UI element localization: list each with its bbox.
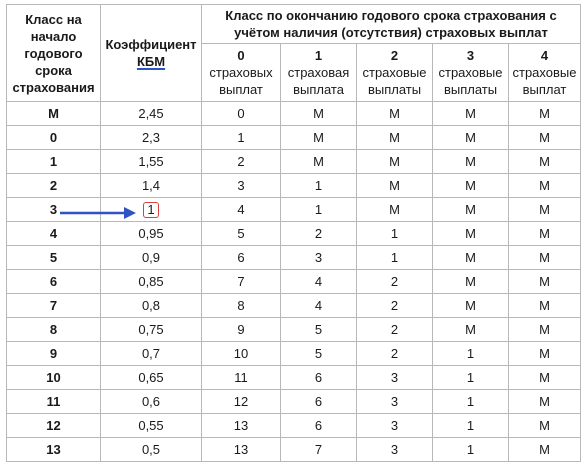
cell-next-class-4: М — [509, 342, 581, 366]
cell-next-class-1: М — [281, 102, 357, 126]
cell-next-class-4: М — [509, 246, 581, 270]
header-sub-label: страховые — [512, 65, 577, 80]
header-sub-label: выплат — [522, 82, 567, 97]
cell-class: 9 — [7, 342, 101, 366]
cell-class: 13 — [7, 438, 101, 462]
cell-next-class-0: 13 — [202, 414, 281, 438]
header-sub-2 — [357, 44, 433, 102]
cell-next-class-0: 12 — [202, 390, 281, 414]
cell-next-class-3: М — [433, 126, 509, 150]
cell-next-class-2: 1 — [357, 246, 433, 270]
cell-next-class-4: М — [509, 390, 581, 414]
header-sub-0 — [202, 44, 281, 102]
cell-next-class-3: 1 — [433, 438, 509, 462]
cell-next-class-2: М — [357, 102, 433, 126]
header-class-start-line: годового — [24, 45, 83, 61]
table-row — [7, 318, 581, 342]
cell-next-class-3: 1 — [433, 414, 509, 438]
cell-next-class-0: 7 — [202, 270, 281, 294]
table-row — [7, 390, 581, 414]
cell-next-class-1: 1 — [281, 174, 357, 198]
cell-next-class-0: 11 — [202, 366, 281, 390]
cell-class: 1 — [7, 150, 101, 174]
cell-next-class-0: 1 — [202, 126, 281, 150]
cell-next-class-0: 10 — [202, 342, 281, 366]
header-sub-label: выплата — [293, 82, 344, 97]
cell-class: 3 — [7, 198, 101, 222]
header-group-title: Класс по окончанию годового срока страхования с учётом наличия (отсутствия) страховых выплат — [202, 5, 581, 44]
header-class-start-line: страхования — [12, 79, 95, 95]
cell-next-class-3: М — [433, 150, 509, 174]
cell-next-class-4: М — [509, 438, 581, 462]
header-sub-1 — [281, 44, 357, 102]
cell-next-class-0: 6 — [202, 246, 281, 270]
cell-next-class-4: М — [509, 174, 581, 198]
cell-next-class-1: 6 — [281, 390, 357, 414]
cell-class: 8 — [7, 318, 101, 342]
cell-next-class-2: 2 — [357, 318, 433, 342]
cell-next-class-1: М — [281, 150, 357, 174]
header-sub-label: страховые — [438, 65, 503, 80]
cell-next-class-4: М — [509, 102, 581, 126]
cell-next-class-0: 0 — [202, 102, 281, 126]
table-row — [7, 342, 581, 366]
table-row — [7, 174, 581, 198]
cell-class: 12 — [7, 414, 101, 438]
table-row — [7, 414, 581, 438]
cell-next-class-2: 3 — [357, 366, 433, 390]
cell-class: 7 — [7, 294, 101, 318]
header-sub-num: 3 — [466, 48, 475, 63]
cell-next-class-3: 1 — [433, 366, 509, 390]
cell-next-class-1: 3 — [281, 246, 357, 270]
cell-next-class-4: М — [509, 366, 581, 390]
cell-coefficient: 0,65 — [101, 366, 202, 390]
cell-next-class-3: М — [433, 270, 509, 294]
cell-next-class-3: М — [433, 294, 509, 318]
cell-next-class-4: М — [509, 222, 581, 246]
cell-next-class-3: М — [433, 222, 509, 246]
cell-next-class-2: 3 — [357, 414, 433, 438]
header-class-start-line: Класс на — [25, 11, 82, 27]
cell-next-class-4: М — [509, 318, 581, 342]
cell-next-class-1: 2 — [281, 222, 357, 246]
cell-next-class-0: 13 — [202, 438, 281, 462]
header-sub-4 — [509, 44, 581, 102]
table-row — [7, 222, 581, 246]
cell-coefficient: 0,75 — [101, 318, 202, 342]
cell-next-class-1: М — [281, 126, 357, 150]
cell-next-class-2: 3 — [357, 390, 433, 414]
cell-next-class-2: 3 — [357, 438, 433, 462]
pointer-arrow-icon — [58, 206, 138, 220]
header-sub-label: страховых — [209, 65, 273, 80]
cell-next-class-4: М — [509, 126, 581, 150]
cell-next-class-1: 5 — [281, 342, 357, 366]
pointer-arrow-head — [124, 207, 136, 219]
cell-next-class-0: 9 — [202, 318, 281, 342]
cell-coefficient: 2,45 — [101, 102, 202, 126]
cell-class: 11 — [7, 390, 101, 414]
cell-next-class-2: М — [357, 150, 433, 174]
cell-coefficient: 0,5 — [101, 438, 202, 462]
header-sub-num: 0 — [237, 48, 245, 63]
cell-next-class-3: М — [433, 198, 509, 222]
header-class-start-line: срока — [35, 62, 72, 78]
header-sub-label: выплаты — [443, 82, 498, 97]
cell-next-class-2: 1 — [357, 222, 433, 246]
cell-next-class-2: 2 — [357, 270, 433, 294]
table-row — [7, 438, 581, 462]
cell-coefficient: 0,6 — [101, 390, 202, 414]
header-sub-3 — [433, 44, 509, 102]
coefficient-highlight-box: 1 — [143, 202, 158, 218]
cell-next-class-0: 8 — [202, 294, 281, 318]
cell-next-class-0: 3 — [202, 174, 281, 198]
cell-coefficient: 1,55 — [101, 150, 202, 174]
cell-next-class-3: М — [433, 102, 509, 126]
table-row — [7, 366, 581, 390]
table-row — [7, 150, 581, 174]
header-kbm-abbr: КБМ — [136, 54, 166, 69]
cell-next-class-4: М — [509, 270, 581, 294]
cell-coefficient: 0,85 — [101, 270, 202, 294]
cell-next-class-0: 2 — [202, 150, 281, 174]
cell-next-class-4: М — [509, 198, 581, 222]
table-row — [7, 102, 581, 126]
cell-next-class-1: 6 — [281, 366, 357, 390]
header-coefficient-label: Коэффициент — [105, 37, 197, 52]
header-class-start-line: начало — [30, 28, 77, 44]
header-class-start — [7, 5, 101, 102]
header-sub-label: страховые — [362, 65, 427, 80]
cell-coefficient: 1,4 — [101, 174, 202, 198]
header-sub-label: страховая — [287, 65, 350, 80]
table-row — [7, 126, 581, 150]
table-row — [7, 246, 581, 270]
cell-class: 6 — [7, 270, 101, 294]
cell-next-class-0: 4 — [202, 198, 281, 222]
header-sub-num: 2 — [390, 48, 399, 63]
cell-next-class-2: 2 — [357, 342, 433, 366]
cell-next-class-3: 1 — [433, 390, 509, 414]
cell-next-class-1: 4 — [281, 270, 357, 294]
cell-class: 5 — [7, 246, 101, 270]
cell-next-class-2: М — [357, 198, 433, 222]
cell-next-class-3: М — [433, 174, 509, 198]
cell-next-class-1: 6 — [281, 414, 357, 438]
cell-next-class-3: 1 — [433, 342, 509, 366]
cell-next-class-2: 2 — [357, 294, 433, 318]
cell-coefficient: 2,3 — [101, 126, 202, 150]
cell-next-class-4: М — [509, 414, 581, 438]
table-row — [7, 294, 581, 318]
cell-next-class-1: 5 — [281, 318, 357, 342]
kbm-table — [6, 4, 581, 462]
cell-next-class-1: 1 — [281, 198, 357, 222]
cell-next-class-4: М — [509, 294, 581, 318]
cell-coefficient: 0,55 — [101, 414, 202, 438]
header-sub-num: 1 — [314, 48, 323, 63]
cell-next-class-1: 7 — [281, 438, 357, 462]
cell-class: 4 — [7, 222, 101, 246]
cell-next-class-2: М — [357, 174, 433, 198]
header-sub-label: выплаты — [367, 82, 422, 97]
cell-next-class-1: 4 — [281, 294, 357, 318]
cell-class: 10 — [7, 366, 101, 390]
cell-next-class-0: 5 — [202, 222, 281, 246]
cell-class: 0 — [7, 126, 101, 150]
header-sub-label: выплат — [219, 82, 263, 97]
header-coefficient — [101, 5, 202, 102]
cell-coefficient: 0,95 — [101, 222, 202, 246]
cell-next-class-3: М — [433, 246, 509, 270]
cell-coefficient: 0,9 — [101, 246, 202, 270]
cell-next-class-2: М — [357, 126, 433, 150]
cell-next-class-3: М — [433, 318, 509, 342]
cell-coefficient: 0,8 — [101, 294, 202, 318]
header-sub-num: 4 — [540, 48, 549, 63]
cell-coefficient: 0,7 — [101, 342, 202, 366]
table-row — [7, 270, 581, 294]
cell-next-class-4: М — [509, 150, 581, 174]
cell-class: М — [7, 102, 101, 126]
cell-class: 2 — [7, 174, 101, 198]
